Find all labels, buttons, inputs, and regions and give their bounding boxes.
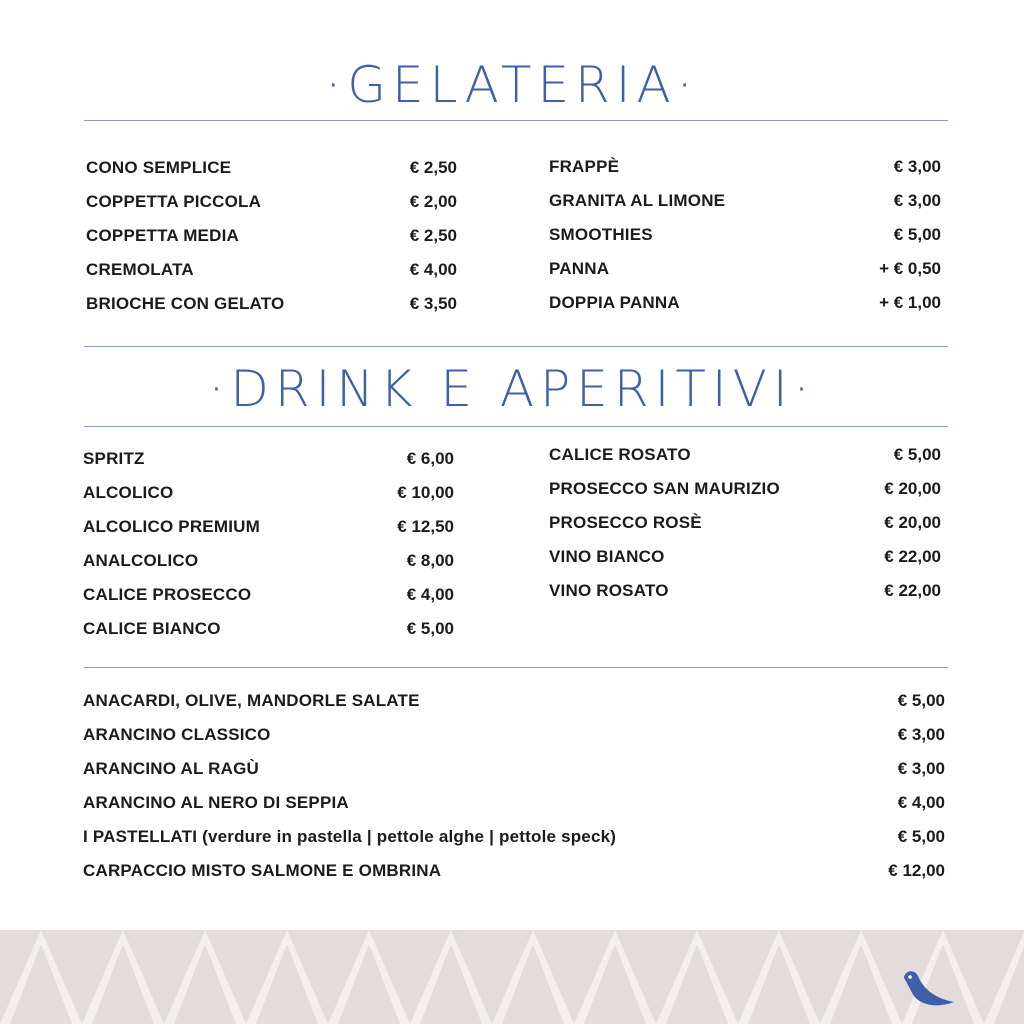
menu-item-name: FRAPPÈ <box>549 157 620 176</box>
menu-item-price: € 12,50 <box>397 517 454 536</box>
menu-item-price: € 2,50 <box>409 226 457 245</box>
menu-item-price: € 3,00 <box>893 157 941 176</box>
menu-item-name: GRANITA AL LIMONE <box>549 191 726 210</box>
menu-item-price: € 2,00 <box>409 192 457 211</box>
menu-item-price: € 4,00 <box>409 260 457 279</box>
menu-item-price: € 20,00 <box>884 513 941 532</box>
menu-item-name: ANALCOLICO <box>83 551 199 570</box>
menu-item-name: ARANCINO AL NERO DI SEPPIA <box>83 793 349 812</box>
menu-item-name: DOPPIA PANNA <box>549 293 680 312</box>
menu-item-name: VINO ROSATO <box>549 581 669 600</box>
menu-item-name: PROSECCO SAN MAURIZIO <box>549 479 780 498</box>
menu-item-price: € 3,00 <box>897 725 945 744</box>
menu-item-price: € 3,50 <box>409 294 457 313</box>
menu-item-name: I PASTELLATI (verdure in pastella | pettole alghe | pettole speck) <box>83 827 617 846</box>
menu-item-price: € 4,00 <box>406 585 454 604</box>
menu-item-price: € 8,00 <box>406 551 454 570</box>
menu-item-price: € 5,00 <box>897 827 945 846</box>
menu-item-name: BRIOCHE CON GELATO <box>86 294 285 313</box>
menu-item-price: + € 1,00 <box>879 293 941 312</box>
menu-item-name: PROSECCO ROSÈ <box>549 513 702 532</box>
divider <box>84 346 948 347</box>
menu-item-price: € 20,00 <box>884 479 941 498</box>
menu-item-price: € 5,00 <box>897 691 945 710</box>
divider <box>84 667 948 668</box>
menu-item-name: SPRITZ <box>83 449 145 468</box>
menu-item-name: VINO BIANCO <box>549 547 665 566</box>
gelateria-title: ·GELATERIA· <box>325 56 699 114</box>
menu-item-name: PANNA <box>549 259 610 278</box>
menu-item-name: CREMOLATA <box>86 260 194 279</box>
menu-item-name: SMOOTHIES <box>549 225 653 244</box>
menu-item-price: € 12,00 <box>888 861 945 880</box>
menu-item-price: € 5,00 <box>406 619 454 638</box>
menu-item-name: ALCOLICO <box>83 483 174 502</box>
menu-item-name: CALICE BIANCO <box>83 619 221 638</box>
menu-item-name: ARANCINO CLASSICO <box>83 725 271 744</box>
menu-item-name: ALCOLICO PREMIUM <box>83 517 260 536</box>
drink-title: ·DRINK E APERITIVI· <box>208 360 816 418</box>
menu-item-price: € 5,00 <box>893 225 941 244</box>
menu-item-price: € 4,00 <box>897 793 945 812</box>
menu-item-name: CARPACCIO MISTO SALMONE E OMBRINA <box>83 861 442 880</box>
fish-logo-icon <box>898 968 958 1010</box>
menu-item-price: € 6,00 <box>406 449 454 468</box>
menu-item-name: ANACARDI, OLIVE, MANDORLE SALATE <box>83 691 420 710</box>
menu-item-name: COPPETTA PICCOLA <box>86 192 262 211</box>
menu-item-price: € 3,00 <box>897 759 945 778</box>
divider <box>84 120 948 121</box>
menu-item-price: € 2,50 <box>409 158 457 177</box>
menu-item-name: CONO SEMPLICE <box>86 158 232 177</box>
menu-item-name: ARANCINO AL RAGÙ <box>83 759 260 778</box>
menu-item-price: € 22,00 <box>884 547 941 566</box>
menu-item-price: € 5,00 <box>893 445 941 464</box>
menu-item-price: € 10,00 <box>397 483 454 502</box>
divider <box>84 426 948 427</box>
menu-item-name: COPPETTA MEDIA <box>86 226 239 245</box>
menu-item-name: CALICE PROSECCO <box>83 585 252 604</box>
menu-item-price: € 3,00 <box>893 191 941 210</box>
triangle-pattern-footer <box>0 930 1024 1024</box>
menu-item-name: CALICE ROSATO <box>549 445 691 464</box>
menu-item-price: + € 0,50 <box>879 259 941 278</box>
menu-item-price: € 22,00 <box>884 581 941 600</box>
